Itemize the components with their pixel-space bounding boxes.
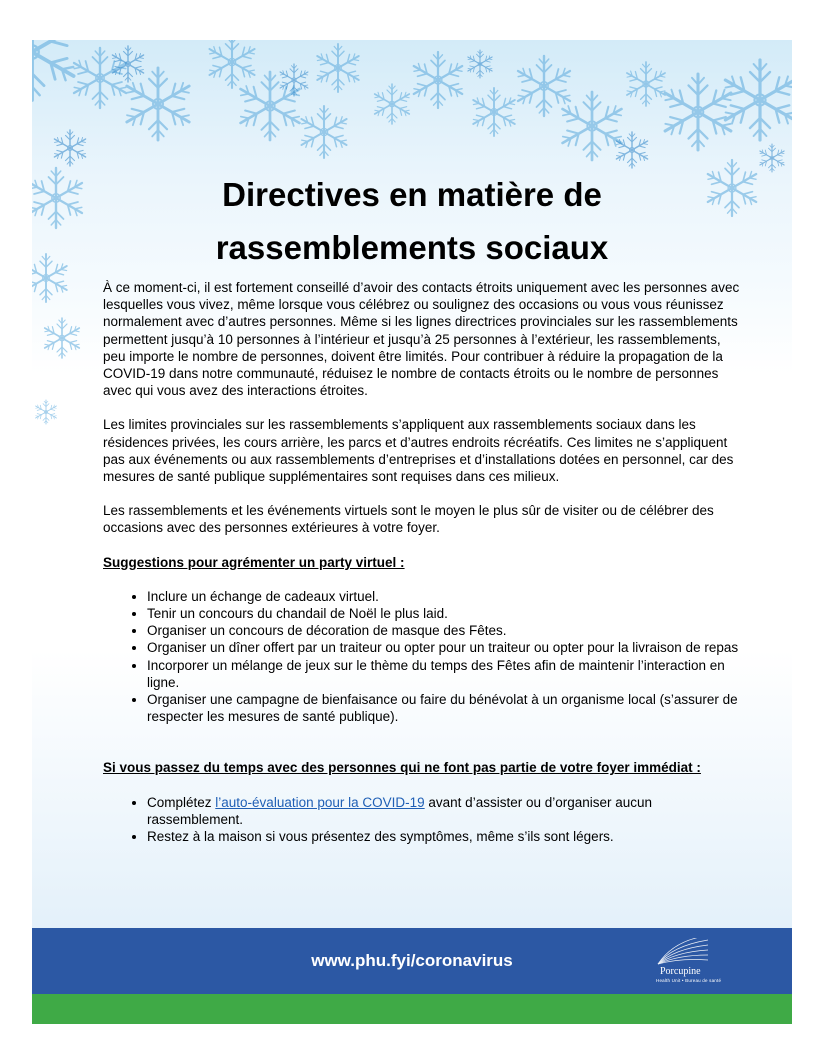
list-item: • Restez à la maison si vous présentez des symptômes, même s’ils sont légers. bbox=[147, 828, 743, 845]
list-item: • Tenir un concours du chandail de Noël le plus laid. bbox=[147, 605, 743, 622]
logo-subtitle: Health Unit • Bureau de santé bbox=[656, 978, 722, 983]
porcupine-logo bbox=[652, 938, 752, 986]
virtual-party-list bbox=[103, 588, 743, 726]
page-title bbox=[112, 168, 712, 274]
content-body bbox=[103, 279, 743, 845]
title-line-1: Directives en matière de bbox=[222, 176, 602, 213]
logo-name: Porcupine bbox=[660, 966, 701, 977]
contact-list bbox=[103, 794, 743, 846]
footer-url[interactable]: www.phu.fyi/coronavirus bbox=[311, 951, 513, 970]
paragraph-limits: Les limites provinciales sur les rassemblements s’appliquent aux rassemblements sociaux dans les résidences privées, les cours arrière, les parcs et d’autres endroits récréatifs. Ces limites ne s’appliquent pas aux événements ou aux rassemblements d’entreprises et d’installations dotées en personnel, car des mesures de santé publique supplémentaires sont requises dans ces milieux. bbox=[103, 417, 734, 485]
paragraph-intro: À ce moment-ci, il est fortement conseillé d’avoir des contacts étroits uniquement avec les personnes avec lesquelles vous vivez, même lorsque vous célébrez ou soulignez des occasions ou vous vous réunissez normalement avec d’autres personnes. Même si les lignes directrices provinciales sur les rassemblements permettent jusqu’à 10 personnes à l’intérieur et jusqu’à 25 personnes à l’extérieur, les rassemblements, peu importe le nombre de personnes, doivent être limités. Pour contribuer à réduire la propagation de la COVID-19 dans notre communauté, réduisez le nombre de contacts étroits ou le nombre de personnes avec qui vous avez des interactions étroites. bbox=[103, 280, 740, 399]
list-item: • Organiser une campagne de bienfaisance ou faire du bénévolat à un organisme local (s’assurer de respecter les mesures de santé publique). bbox=[147, 691, 743, 725]
list-item: • Organiser un dîner offert par un traiteur ou opter pour un traiteur ou opter pour la livraison de repas bbox=[147, 639, 743, 656]
footer-green-band bbox=[32, 994, 792, 1024]
footer-bar bbox=[32, 928, 792, 994]
list-item: • Incorporer un mélange de jeux sur le thème du temps des Fêtes afin de maintenir l’interaction en ligne. bbox=[147, 657, 743, 691]
covid-self-assessment-link[interactable]: l’auto-évaluation pour la COVID-19 bbox=[215, 794, 425, 810]
title-line-2: rassemblements sociaux bbox=[215, 229, 609, 266]
list-item-text: avant d’assister ou d’organiser aucun rassemblement. bbox=[147, 794, 653, 827]
flyer-page bbox=[32, 40, 792, 1024]
list-item-text: Complétez bbox=[147, 794, 216, 810]
contact-heading: Si vous passez du temps avec des personnes qui ne font pas partie de votre foyer immédiat : bbox=[103, 760, 701, 776]
list-item: • Organiser un concours de décoration de masque des Fêtes. bbox=[147, 622, 743, 639]
paragraph-virtual: Les rassemblements et les événements virtuels sont le moyen le plus sûr de visiter ou de célébrer des occasions avec des personnes extérieures à votre foyer. bbox=[103, 503, 714, 536]
virtual-party-heading: Suggestions pour agrémenter un party virtuel : bbox=[103, 554, 405, 570]
list-item bbox=[147, 794, 743, 828]
porcupine-logo-icon bbox=[652, 938, 712, 966]
list-item: • Inclure un échange de cadeaux virtuel. bbox=[147, 588, 743, 605]
